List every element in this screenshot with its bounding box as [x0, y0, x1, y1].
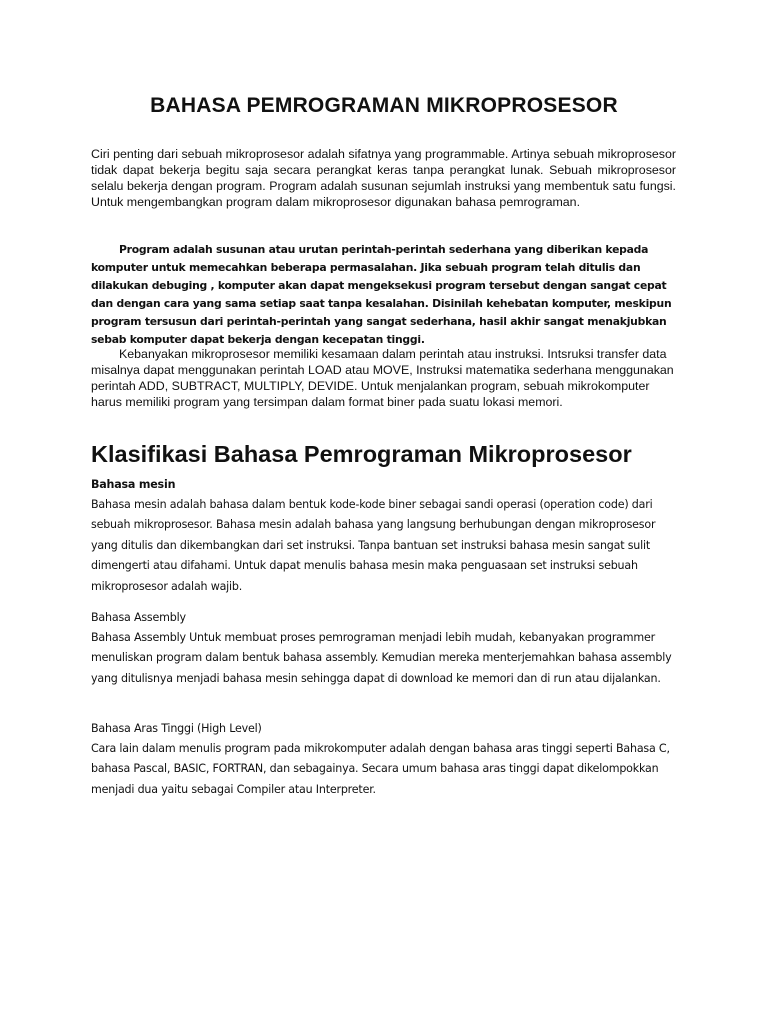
instruction-paragraph: Kebanyakan mikroprosesor memiliki kesamaan dalam perintah atau instruksi. Intsruksi transfer data misalnya dapat menggunakan perintah LOAD atau MOVE, Instruksi matematika sederhana menggunakan perintah ADD, SUBTRACT, MULTIPLY, DEVIDE. Untuk menjalankan program, sebuah mikrokomputer harus memiliki program yang tersimpan dalam format biner pada suatu lokasi memori.	[91, 347, 674, 409]
section-bahasa-aras-tinggi	[91, 719, 676, 800]
section-heading: Bahasa Assembly	[91, 611, 186, 624]
intro-paragraph: Ciri penting dari sebuah mikroprosesor adalah sifatnya yang programmable. Artinya sebuah mikroprosesor tidak dapat bekerja begitu saja secara perangkat keras tanpa perangkat lunak. Sebuah mikroprosesor selalu bekerja dengan program. Program adalah susunan sejumlah instruksi yang membentuk satu fungsi. Untuk mengembangkan program dalam mikroprosesor digunakan bahasa pemrograman.	[91, 147, 676, 209]
section-bahasa-mesin	[91, 475, 676, 597]
program-paragraph: Program adalah susunan atau urutan perintah-perintah sederhana yang diberikan kepada komputer untuk memecahkan beberapa permasalahan. Jika sebuah program telah ditulis dan dilakukan debuging , komputer akan dapat mengeksekusi program tersebut dengan sangat cepat dan dengan cara yang sama setiap saat tanpa kesalahan. Disinilah kehebatan komputer, meskipun program tersusun dari perintah-perintah yang sangat sederhana, hasil akhir sangat menakjubkan sebab komputer dapat bekerja dengan kecepatan tinggi.	[91, 243, 672, 346]
document-title: BAHASA PEMROGRAMAN MIKROPROSESOR	[150, 94, 618, 117]
classification-heading: Klasifikasi Bahasa Pemrograman Mikroprosesor	[91, 441, 632, 467]
section-bahasa-assembly	[91, 608, 676, 689]
section-body: Cara lain dalam menulis program pada mikrokomputer adalah dengan bahasa aras tinggi seperti Bahasa C, bahasa Pascal, BASIC, FORTRAN, dan sebagainya. Secara umum bahasa aras tinggi dapat dikelompokkan menjadi dua yaitu sebagai Compiler atau Interpreter.	[91, 741, 670, 796]
section-body: Bahasa Assembly Untuk membuat proses pemrograman menjadi lebih mudah, kebanyakan programmer menuliskan program dalam bentuk bahasa assembly. Kemudian mereka menterjemahkan bahasa assembly yang ditulisnya menjadi bahasa mesin sehingga dapat di download ke memori dan di run atau dijalankan.	[91, 630, 672, 685]
section-body: Bahasa mesin adalah bahasa dalam bentuk kode-kode biner sebagai sandi operasi (operation code) dari sebuah mikroprosesor. Bahasa mesin adalah bahasa yang langsung berhubungan dengan mikroprosesor yang ditulis dan dikembangkan dari set instruksi. Tanpa bantuan set instruksi bahasa mesin sangat sulit dimengerti atau difahami. Untuk dapat menulis bahasa mesin maka penguasaan set instruksi sebuah mikroprosesor adalah wajib.	[91, 497, 656, 593]
section-heading: Bahasa mesin	[91, 478, 176, 491]
section-heading: Bahasa Aras Tinggi (High Level)	[91, 722, 262, 735]
